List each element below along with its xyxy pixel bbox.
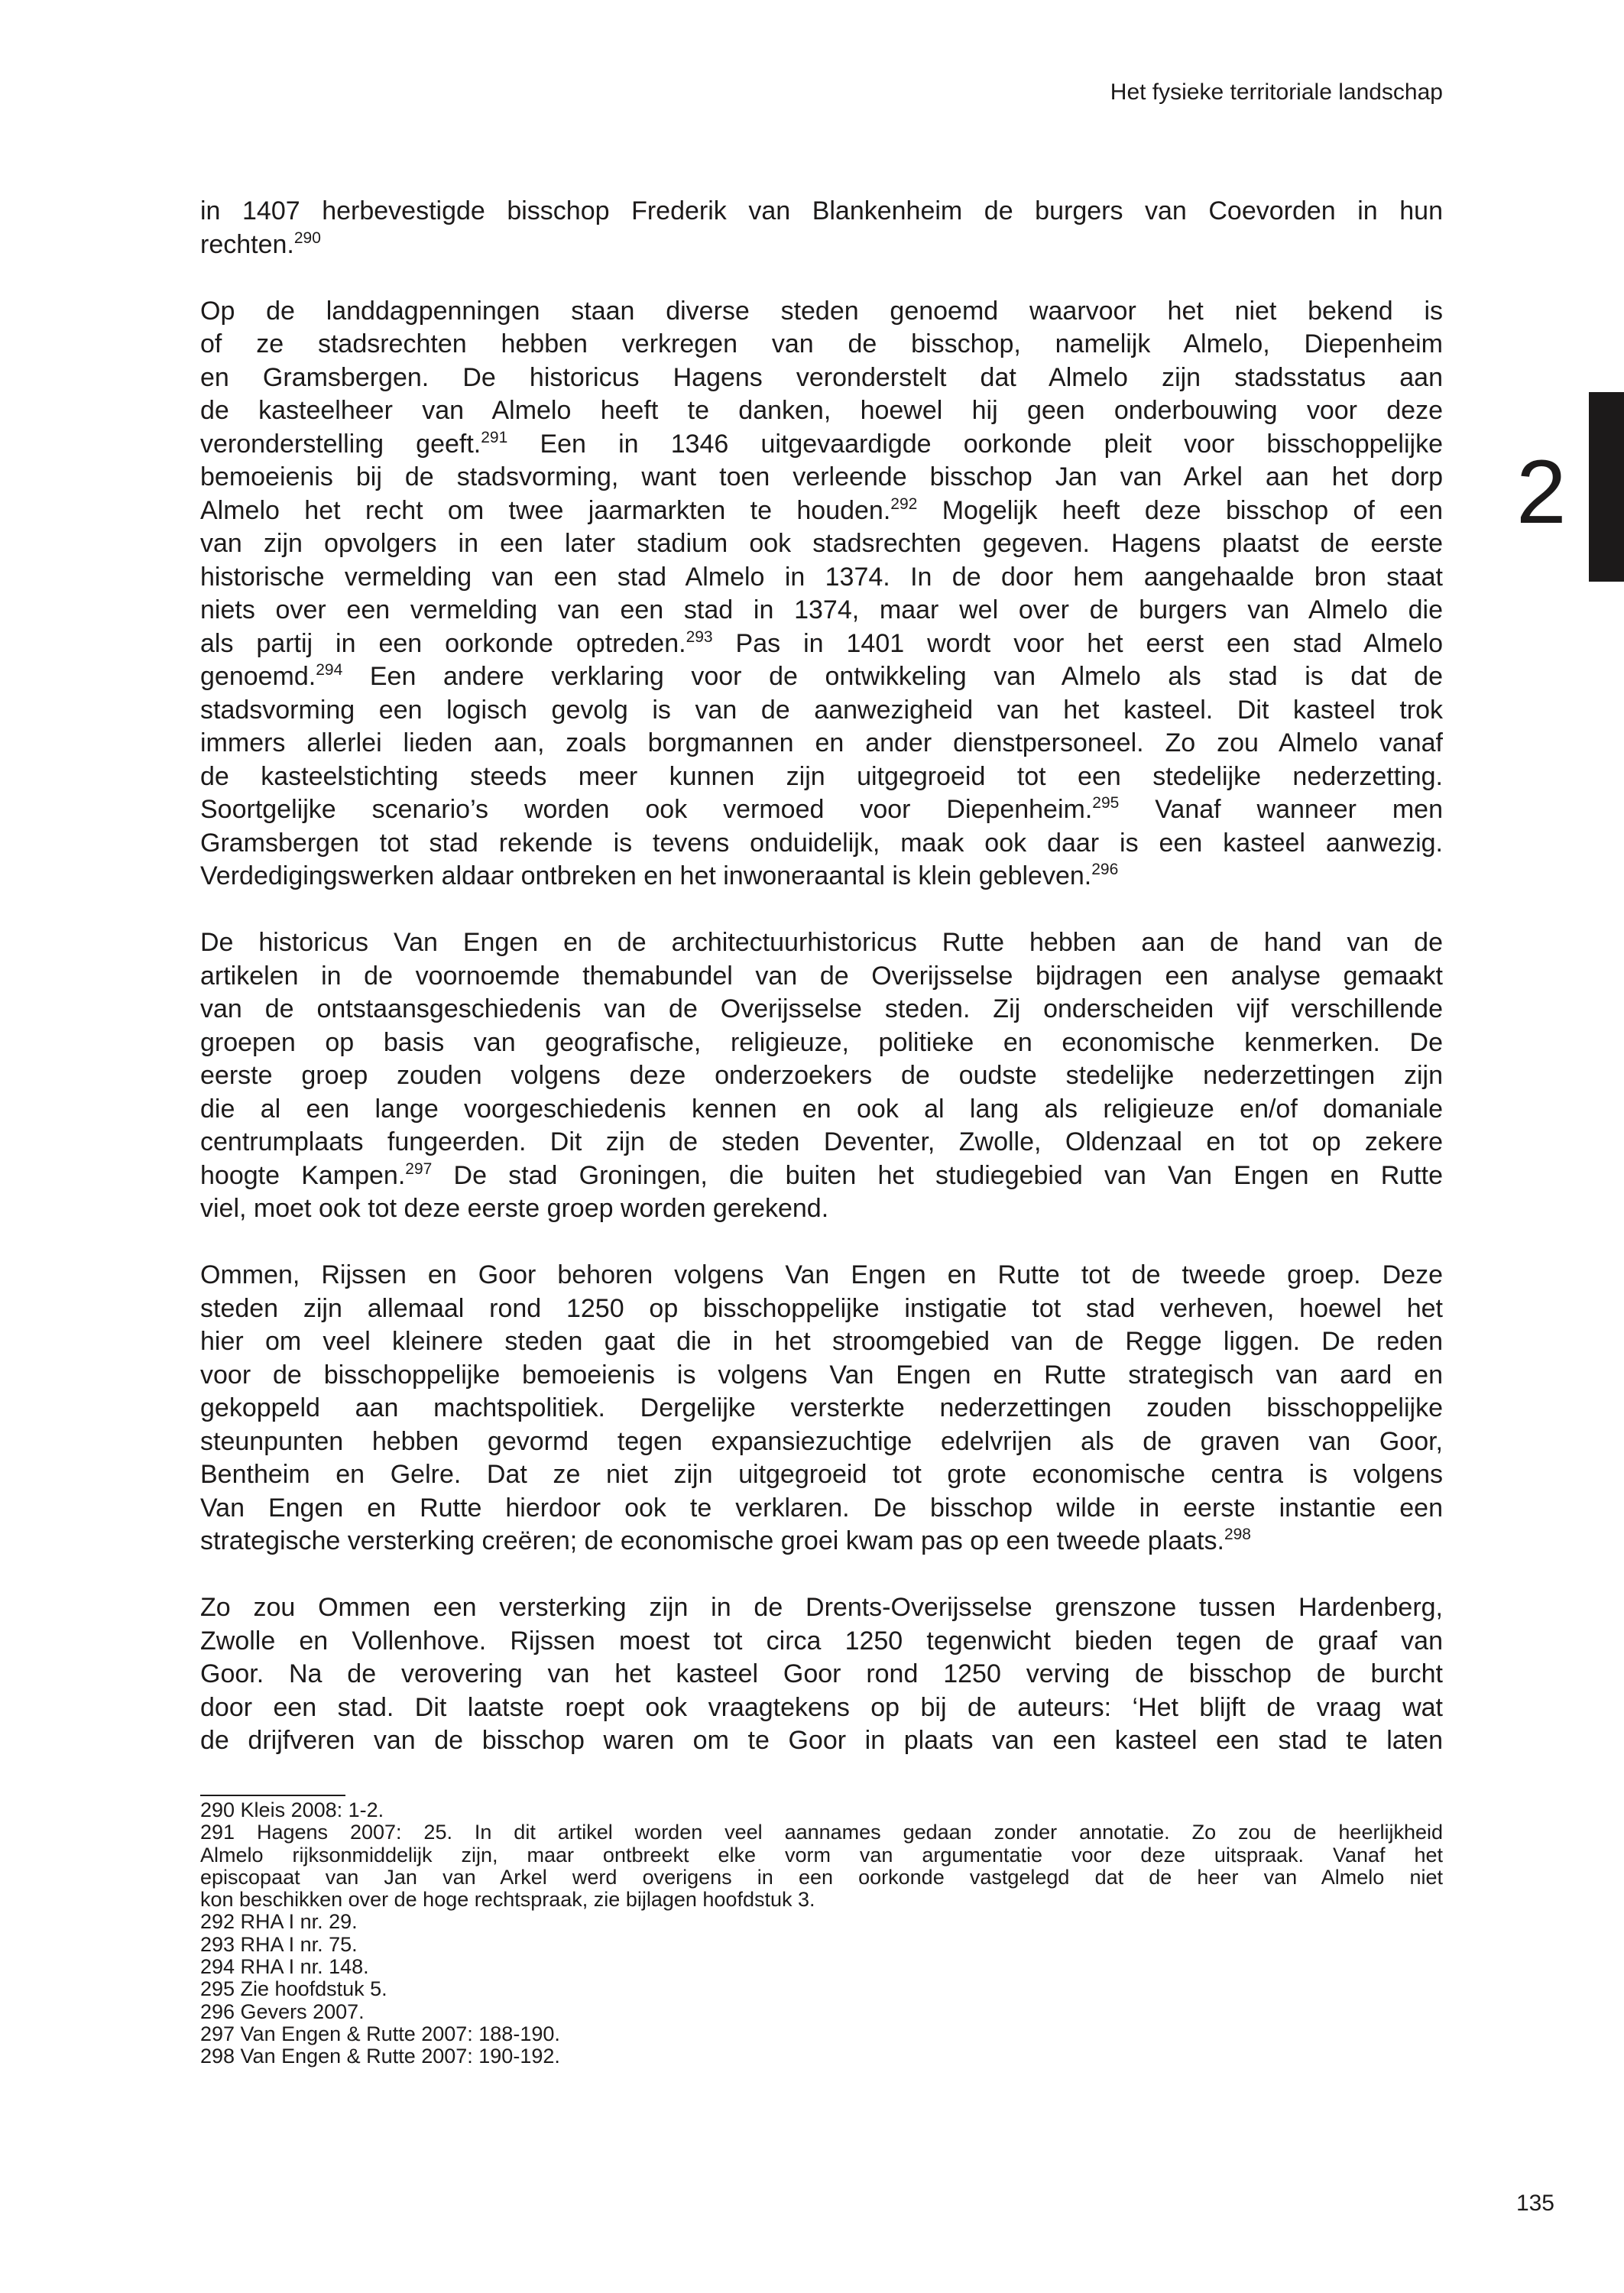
- footnote-reference[interactable]: 296: [1091, 861, 1119, 878]
- text-run: Pas in 1401 wordt voor het eerst een stad Almelo: [712, 628, 1443, 658]
- text-line: [200, 1159, 1443, 1193]
- footnote: [200, 1799, 1443, 1821]
- text-line: [200, 362, 1443, 395]
- text-run: de kasteelstichting steeds meer kunnen zijn uitgegroeid tot een stedelijke nederzetting.: [200, 761, 1443, 791]
- text-line: [200, 527, 1443, 561]
- footnote-line: 290 Kleis 2008: 1-2.: [200, 1798, 384, 1821]
- text-run: groepen op basis van geografische, religieuze, politieke en economische kenmerken. De: [200, 1027, 1443, 1057]
- chapter-number: 2: [1516, 442, 1567, 543]
- text-line: [200, 727, 1443, 761]
- text-line: [200, 1126, 1443, 1159]
- footnote-line: kon beschikken over de hoge rechtspraak, zie bijlagen hoofdstuk 3.: [200, 1888, 815, 1912]
- text-line: [200, 1458, 1443, 1492]
- text-line: [200, 229, 1443, 262]
- text-line: [200, 793, 1443, 827]
- text-line: [200, 1625, 1443, 1659]
- text-line: [200, 1724, 1443, 1758]
- text-run: door een stad. Dit laatste roept ook vraagtekens op bij de auteurs: ‘Het blijft de vraag wat: [200, 1692, 1443, 1722]
- text-run: veronderstelling geeft.: [200, 429, 481, 459]
- text-run: niets over een vermelding van een stad in 1374, maar wel over de burgers van Almelo die: [200, 595, 1443, 624]
- footnote-line: episcopaat van Jan van Arkel werd overigens in een oorkonde vastgelegd dat de heer van Almelo niet: [200, 1865, 1443, 1889]
- text-line: [200, 495, 1443, 528]
- text-line: [200, 594, 1443, 628]
- text-run: de kasteelheer van Almelo heeft te danken, hoewel hij geen onderbouwing voor deze: [200, 396, 1443, 425]
- footnotes: [200, 1799, 1443, 2068]
- footnote-line: 297 Van Engen & Rutte 2007: 188-190.: [200, 2022, 560, 2045]
- footnote-reference[interactable]: 293: [686, 628, 713, 646]
- text-run: eerste groep zouden volgens deze onderzoekers de oudste stedelijke nederzettingen zijn: [200, 1061, 1443, 1090]
- footnote-reference[interactable]: 292: [890, 495, 918, 513]
- text-run: Almelo het recht om twee jaarmarkten te houden.: [200, 495, 891, 525]
- text-run: steunpunten hebben gevormd tegen expansiezuchtige edelvrijen als de graven van Goor,: [200, 1426, 1443, 1456]
- footnote-divider: [200, 1795, 345, 1796]
- text-run: viel, moet ook tot deze eerste groep worden gerekend.: [200, 1194, 829, 1223]
- text-run: Op de landdagpenningen staan diverse steden genoemd waarvoor het niet bekend is: [200, 296, 1443, 326]
- footnote-reference[interactable]: 298: [1224, 1526, 1251, 1543]
- footnote-line: Almelo rijksonmiddelijk zijn, maar ontbreekt elke vorm van argumentatie voor deze uitspraak. Vanaf het: [200, 1843, 1443, 1867]
- text-run: stadsvorming een logisch gevolg is van de aanwezigheid van het kasteel. Dit kasteel trok: [200, 695, 1443, 725]
- chapter-tab-marker: [1589, 392, 1624, 582]
- text-line: [200, 1525, 1443, 1558]
- text-line: [200, 1691, 1443, 1725]
- paragraph: [200, 195, 1443, 261]
- text-run: Goor. Na de verovering van het kasteel Goor rond 1250 verving de bisschop de burcht: [200, 1659, 1443, 1688]
- text-line: [200, 660, 1443, 694]
- text-run: centrumplaats fungeerden. Dit zijn de steden Deventer, Zwolle, Oldenzaal en tot op zekere: [200, 1127, 1443, 1156]
- footnote-reference[interactable]: 294: [316, 661, 343, 679]
- text-line: [200, 694, 1443, 728]
- text-run: Ommen, Rijssen en Goor behoren volgens Van Engen en Rutte tot de tweede groep. Deze: [200, 1260, 1443, 1289]
- footnote: [200, 1978, 1443, 2000]
- text-run: Zwolle en Vollenhove. Rijssen moest tot circa 1250 tegenwicht bieden tegen de graaf van: [200, 1626, 1443, 1656]
- body-text: [200, 195, 1443, 1791]
- text-run: en Gramsbergen. De historicus Hagens veronderstelt dat Almelo zijn stadsstatus aan: [200, 362, 1443, 392]
- footnote-reference[interactable]: 290: [293, 229, 321, 247]
- text-line: [200, 295, 1443, 329]
- text-line: [200, 328, 1443, 362]
- text-run: Bentheim en Gelre. Dat ze niet zijn uitgegroeid tot grote economische centra is volgens: [200, 1460, 1443, 1489]
- text-line: [200, 993, 1443, 1026]
- footnote-line: 294 RHA I nr. 148.: [200, 1955, 369, 1979]
- text-line: [200, 1392, 1443, 1425]
- text-run: rechten.: [200, 229, 294, 259]
- text-line: [200, 960, 1443, 994]
- text-run: Zo zou Ommen een versterking zijn in de Drents-Overijsselse grenszone tussen Hardenberg,: [200, 1593, 1443, 1622]
- text-line: [200, 827, 1443, 861]
- text-run: Soortgelijke scenario’s worden ook vermoed voor Diepenheim.: [200, 795, 1093, 824]
- text-run: van zijn opvolgers in een later stadium ook stadsrechten gegeven. Hagens plaatst de eerste: [200, 529, 1443, 558]
- text-run: van de ontstaansgeschiedenis van de Overijsselse steden. Zij onderscheiden vijf verschillende: [200, 994, 1443, 1023]
- text-run: historische vermelding van een stad Almelo in 1374. In de door hem aangehaalde bron staat: [200, 562, 1443, 592]
- footnote: [200, 1956, 1443, 1978]
- running-head: Het fysieke territoriale landschap: [1110, 79, 1443, 105]
- paragraph: [200, 926, 1443, 1226]
- footnote: [200, 1821, 1443, 1911]
- footnote-line: 293 RHA I nr. 75.: [200, 1932, 358, 1956]
- paragraph: [200, 1259, 1443, 1558]
- text-run: Vanaf wanneer men: [1119, 795, 1444, 824]
- footnote-line: 292 RHA I nr. 29.: [200, 1910, 358, 1934]
- text-run: Verdedigingswerken aldaar ontbreken en het inwoneraantal is klein gebleven.: [200, 861, 1092, 890]
- text-run: De stad Groningen, die buiten het studiegebied van Van Engen en Rutte: [432, 1160, 1443, 1190]
- text-run: de drijfveren van de bisschop waren om te Goor in plaats van een kasteel een stad te laten: [200, 1726, 1443, 1755]
- text-run: hoogte Kampen.: [200, 1160, 406, 1190]
- footnote: [200, 2001, 1443, 2023]
- footnote-reference[interactable]: 297: [405, 1159, 433, 1178]
- footnote-line: 298 Van Engen & Rutte 2007: 190-192.: [200, 2045, 560, 2068]
- text-line: [200, 628, 1443, 661]
- text-run: immers allerlei lieden aan, zoals borgmannen en ander dienstpersoneel. Zo zou Almelo vanaf: [200, 728, 1443, 757]
- text-line: [200, 394, 1443, 428]
- text-run: of ze stadsrechten hebben verkregen van de bisschop, namelijk Almelo, Diepenheim: [200, 329, 1443, 358]
- text-line: [200, 860, 1443, 894]
- text-line: [200, 1359, 1443, 1393]
- text-line: [200, 1192, 1443, 1226]
- text-run: in 1407 herbevestigde bisschop Frederik van Blankenheim de burgers van Coevorden in hun: [200, 196, 1443, 225]
- text-run: Een in 1346 uitgevaardigde oorkonde pleit voor bisschoppelijke: [507, 429, 1444, 459]
- text-run: voor de bisschoppelijke bemoeienis is volgens Van Engen en Rutte strategisch van aard en: [200, 1360, 1443, 1390]
- text-line: [200, 1325, 1443, 1359]
- paragraph: [200, 1591, 1443, 1758]
- text-run: Van Engen en Rutte hierdoor ook te verklaren. De bisschop wilde in eerste instantie een: [200, 1493, 1443, 1523]
- text-run: artikelen in de voornoemde themabundel van de Overijsselse bijdragen een analyse gemaakt: [200, 961, 1443, 991]
- text-run: die al een lange voorgeschiedenis kennen en ook al lang als religieuze en/of domaniale: [200, 1094, 1443, 1124]
- paragraph: [200, 295, 1443, 894]
- footnote: [200, 1911, 1443, 1933]
- footnote-reference[interactable]: 291: [481, 428, 508, 446]
- footnote: [200, 2045, 1443, 2068]
- text-line: [200, 1591, 1443, 1625]
- text-line: [200, 1292, 1443, 1326]
- text-line: [200, 561, 1443, 595]
- footnote: [200, 2023, 1443, 2045]
- text-line: [200, 1093, 1443, 1127]
- footnote-line: 296 Gevers 2007.: [200, 1999, 365, 2023]
- text-run: gekoppeld aan machtspolitiek. Dergelijke versterkte nederzettingen zouden bisschoppelijke: [200, 1393, 1443, 1422]
- text-run: als partij in een oorkonde optreden.: [200, 628, 686, 658]
- text-run: Een andere verklaring voor de ontwikkeling van Almelo als stad is dat de: [342, 662, 1443, 691]
- footnote-reference[interactable]: 295: [1092, 794, 1120, 812]
- text-line: [200, 428, 1443, 462]
- text-run: Mogelijk heeft deze bisschop of een: [917, 495, 1443, 525]
- footnote: [200, 1934, 1443, 1956]
- text-line: [200, 1026, 1443, 1060]
- text-line: [200, 1059, 1443, 1093]
- text-run: genoemd.: [200, 662, 316, 691]
- text-line: [200, 1658, 1443, 1691]
- text-run: De historicus Van Engen en de architectuurhistoricus Rutte hebben aan de hand van de: [200, 928, 1443, 957]
- text-run: Gramsbergen tot stad rekende is tevens onduidelijk, maak ook daar is een kasteel aanwezig.: [200, 828, 1443, 858]
- text-run: bemoeienis bij de stadsvorming, want toen verleende bisschop Jan van Arkel aan het dorp: [200, 462, 1443, 491]
- text-run: steden zijn allemaal rond 1250 op bisschoppelijke instigatie tot stad verheven, hoewel het: [200, 1293, 1443, 1323]
- text-run: hier om veel kleinere steden gaat die in het stroomgebied van de Regge liggen. De reden: [200, 1327, 1443, 1356]
- text-line: [200, 1425, 1443, 1459]
- footnote-line: 295 Zie hoofdstuk 5.: [200, 1977, 387, 2001]
- text-line: [200, 195, 1443, 229]
- text-line: [200, 461, 1443, 495]
- text-line: [200, 926, 1443, 960]
- text-run: strategische versterking creëren; de economische groei kwam pas op een tweede plaats.: [200, 1526, 1224, 1555]
- text-line: [200, 1259, 1443, 1292]
- footnote-line: 291 Hagens 2007: 25. In dit artikel worden veel aannames gedaan zonder annotatie. Zo zou de heerlijkheid: [200, 1821, 1443, 1844]
- text-line: [200, 1492, 1443, 1526]
- page-number: 135: [1515, 2191, 1554, 2216]
- text-line: [200, 761, 1443, 794]
